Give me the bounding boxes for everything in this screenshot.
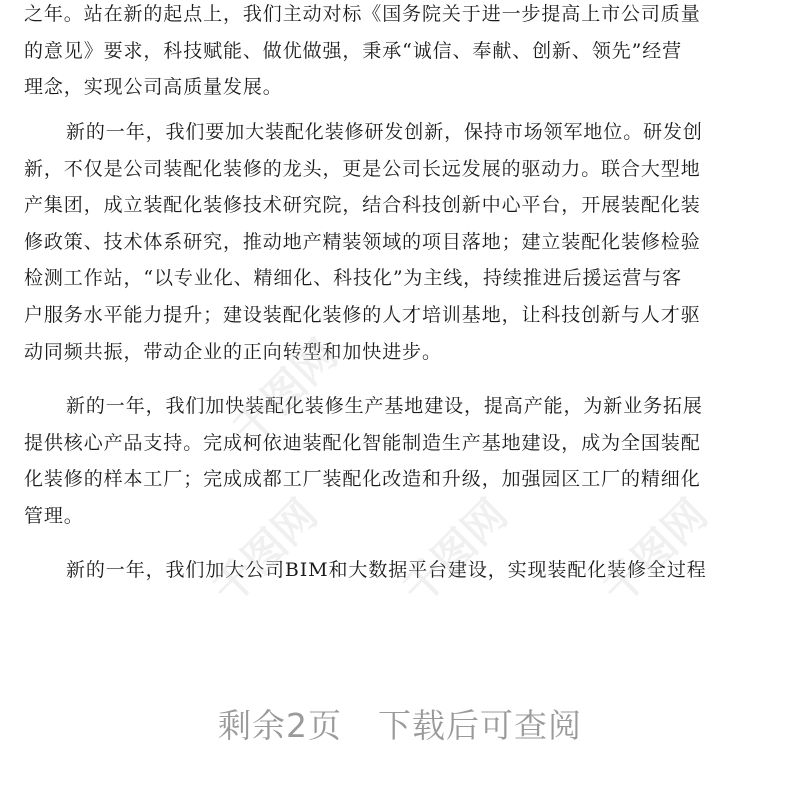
paragraph-3: [24, 388, 703, 534]
paragraph-2-line: 动同频共振，带动企业的正向转型和加快进步。: [24, 340, 442, 363]
paragraph-4: [24, 552, 707, 589]
paragraph-3-line: 管理。: [24, 504, 84, 527]
paragraph-4-line: 新的一年，我们加大公司BIM和大数据平台建设，实现装配化装修全过程: [66, 559, 707, 581]
paragraph-3-line: 新的一年，我们加快装配化装修生产基地建设，提高产能，为新业务拓展: [66, 395, 703, 417]
paragraph-1: [24, 0, 701, 106]
remaining-pages-label: 剩余2页: [218, 706, 342, 745]
paragraph-2-line: 产集团，成立装配化装修技术研究院，结合科技创新中心平台，开展装配化装: [24, 194, 701, 217]
watermark: 千图网: [202, 489, 327, 614]
paragraph-3-line: 化装修的样本工厂；完成成都工厂装配化改造和升级，加强园区工厂的精细化: [24, 468, 701, 491]
watermark: 千图网: [222, 329, 347, 454]
paragraph-2-line: 新的一年，我们要加大装配化装修研发创新，保持市场领军地位。研发创: [66, 121, 703, 143]
paragraph-2-line: 新，不仅是公司装配化装修的龙头，更是公司长远发展的驱动力。联合大型地: [24, 157, 701, 180]
paragraph-2: [24, 114, 703, 370]
paragraph-2-line: 户服务水平能力提升；建设装配化装修的人才培训基地，让科技创新与人才驱: [24, 303, 701, 326]
paragraph-1-line: 理念，实现公司高质量发展。: [24, 76, 283, 99]
paragraph-2-line: 检测工作站，“以专业化、精细化、科技化”为主线，持续推进后援运营与客: [24, 267, 683, 290]
download-banner[interactable]: [0, 700, 800, 747]
watermark: 千图网: [592, 489, 717, 614]
paragraph-1-line: 之年。站在新的起点上，我们主动对标《国务院关于进一步提高上市公司质量: [24, 3, 701, 25]
download-prompt-label[interactable]: 下载后可查阅: [378, 706, 582, 745]
paragraph-1-line: 的意见》要求，科技赋能、做优做强，秉承“诚信、奉献、创新、领先”经营: [24, 39, 683, 62]
paragraph-2-line: 修政策、技术体系研究，推动地产精装领域的项目落地；建立装配化装修检验: [24, 230, 701, 253]
watermark: 千图网: [392, 489, 517, 614]
paragraph-3-line: 提供核心产品支持。完成柯依迪装配化智能制造生产基地建设，成为全国装配: [24, 431, 701, 454]
